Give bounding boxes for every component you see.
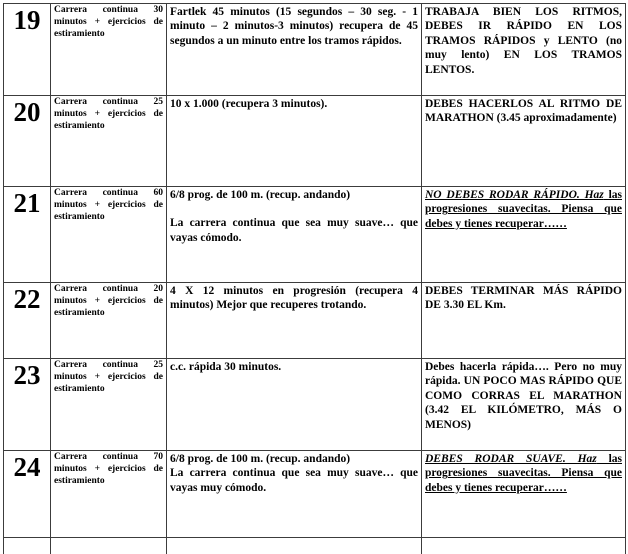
base-training-cell: Carrera continua 20 minutos + ejercicios de estiramiento — [51, 283, 167, 359]
workout-line: La carrera continua que sea muy suave… que vayas cómodo. — [170, 217, 418, 244]
table-row — [4, 283, 626, 359]
base-training-cell: Carrera continua 60 minutos + ejercicios de estiramiento — [51, 187, 167, 283]
day-number: 23 — [4, 359, 51, 451]
workout-line: 6/8 prog. de 100 m. (recup. andando) — [170, 453, 351, 465]
underlined-note — [425, 453, 622, 494]
table-row — [4, 451, 626, 538]
note-regular-part: las progresiones suavecitas. Piensa que debes y tienes recuperar…… — [425, 189, 622, 230]
base-training-cell: Carrera continua 70 minutos + ejercicios de estiramiento — [51, 451, 167, 538]
base-training-cell: Carrera continua 25 minutos + ejercicios de estiramiento — [51, 96, 167, 187]
notes-cell: Debes hacerla rápida…. Pero no muy rápida. UN POCO MAS RÁPIDO QUE COMO CORRAS EL MARATHON (3.42 EL KILÓMETRO, MÁS O MENOS) — [422, 359, 626, 451]
notes-cell-empty — [422, 538, 626, 554]
day-number: 24 — [4, 451, 51, 538]
workout-line: 6/8 prog. de 100 m. (recup. andando) — [170, 189, 351, 201]
base-training-cell: Carrera continua 25 minutos + ejercicios de estiramiento — [51, 359, 167, 451]
note-italic-part: NO DEBES RODAR RÁPIDO. Haz — [425, 189, 604, 201]
note-italic-part: DEBES RODAR SUAVE. Haz — [425, 453, 597, 465]
workout-cell: 4 X 12 minutos en progresión (recupera 4 minutos) Mejor que recuperes trotando. — [167, 283, 422, 359]
notes-cell — [422, 451, 626, 538]
workout-cell: 10 x 1.000 (recupera 3 minutos). — [167, 96, 422, 187]
day-number: 22 — [4, 283, 51, 359]
day-number: 21 — [4, 187, 51, 283]
note-regular-part: las progresiones suavecitas. Piensa que debes y tienes recuperar…… — [425, 453, 622, 494]
notes-cell: TRABAJA BIEN LOS RITMOS, DEBES IR RÁPIDO EN LOS TRAMOS RÁPIDOS y LENTO (no muy lento) EN LOS TRAMOS LENTOS. — [422, 4, 626, 96]
base-training-cell: Carrera continua 30 minutos + ejercicios de estiramiento — [51, 4, 167, 96]
day-number: 19 — [4, 4, 51, 96]
table-row — [4, 359, 626, 451]
table-row — [4, 96, 626, 187]
workout-cell-empty — [167, 538, 422, 554]
notes-cell: DEBES TERMINAR MÁS RÁPIDO DE 3.30 EL Km. — [422, 283, 626, 359]
table-row — [4, 187, 626, 283]
table-row — [4, 4, 626, 96]
day-cell-empty — [4, 538, 51, 554]
workout-cell — [167, 451, 422, 538]
workout-cell — [167, 187, 422, 283]
training-plan-table — [3, 3, 626, 554]
notes-cell — [422, 187, 626, 283]
workout-cell: c.c. rápida 30 minutos. — [167, 359, 422, 451]
notes-cell: DEBES HACERLOS AL RITMO DE MARATHON (3.45 aproximadamente) — [422, 96, 626, 187]
underlined-note — [425, 189, 622, 230]
workout-line: La carrera continua que sea muy suave… que vayas muy cómodo. — [170, 467, 418, 494]
table-row-partial — [4, 538, 626, 554]
base-cell-empty — [51, 538, 167, 554]
workout-cell: Fartlek 45 minutos (15 segundos – 30 seg. - 1 minuto – 2 minutos-3 minutos) recupera de 45 segundos a un minuto entre los tramos rápidos. — [167, 4, 422, 96]
day-number: 20 — [4, 96, 51, 187]
